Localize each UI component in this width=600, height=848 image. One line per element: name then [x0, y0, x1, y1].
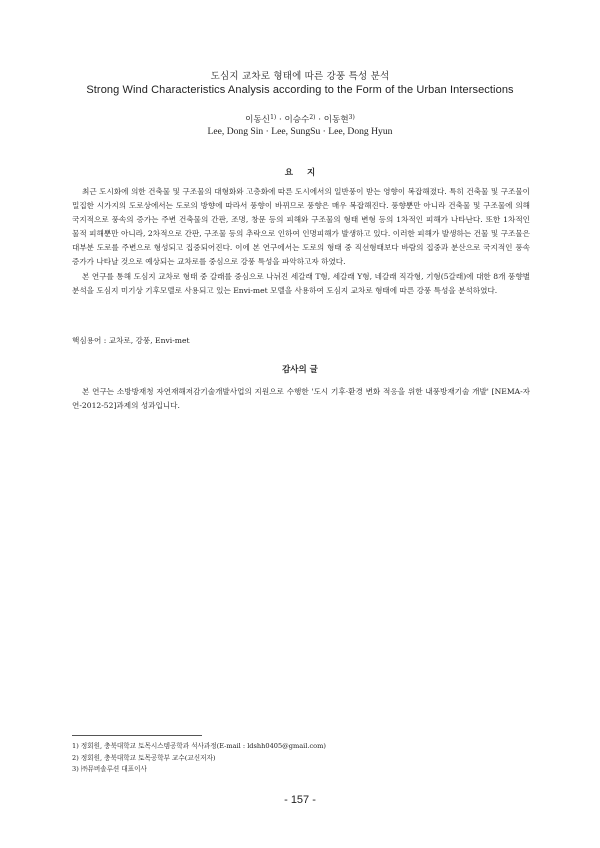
author-1-name: 이동신 [245, 115, 271, 125]
abstract-paragraph-1: 최근 도시화에 의한 건축물 및 구조물의 대형화와 고층화에 따른 도시에서의 일반풍이 받는 영향이 복잡해졌다. 특히 건축물 및 구조물이 밀집한 시가지의 도로상에서는 도로의 방향에 따라서 풍향이 바뀌므로 풍향은 매우 복잡해진다. 풍향뿐만 아니라 건축물 및 구조물에 의해 국지적으로 풍속의 증가는 주변 건축물의 간판, 조명, 창문 등의 피해와 구조물의 형태 변형 등의 1차적인 피해가 나타난다. 또한 1차적인 물적 피해뿐만 아니라, 2차적으로 간판, 구조물 등의 추락으로 인하여 인명피해가 발생하고 있다. 이러한 피해가 발생하는 건물 및 구조물은 대부분 도로를 주변으로 형성되고 집중되어진다. 이에 본 연구에서는 도로의 형태 중 직선형태보다 바람의 집중과 분산으로 국지적인 풍속 증가가 나타날 것으로 예상되는 교차로를 중심으로 강풍 특성을 파악하고자 하였다. [72, 187, 530, 267]
authors-english: Lee, Dong Sin · Lee, SungSu · Lee, Dong Hyun [207, 126, 393, 137]
title-korean: 도심지 교차로 형태에 따른 강풍 특성 분석 [210, 71, 390, 82]
author-2-name: 이승수 [284, 115, 310, 125]
title-english: Strong Wind Characteristics Analysis according to the Form of the Urban Intersections [86, 84, 514, 96]
acknowledgement-heading: 감사의 글 [282, 365, 318, 375]
authors-korean [0, 113, 600, 125]
footnote-divider [72, 735, 202, 736]
author-1-footnote-mark: 1) [270, 114, 277, 121]
author-3-footnote-mark: 3) [348, 114, 355, 121]
footnote-2: 2) 정회원, 충북대학교 토목공학부 교수(교신저자) [72, 753, 216, 762]
author-2-footnote-mark: 2) [309, 114, 316, 121]
author-separator: · [276, 115, 285, 125]
footnote-1: 1) 정회원, 충북대학교 토목시스템공학과 석사과정(E-mail : ldshh0405@gmail.com) [72, 742, 326, 750]
author-separator: · [315, 115, 324, 125]
footnotes [72, 741, 326, 776]
author-3-name: 이동현 [323, 115, 349, 125]
abstract-paragraph-2: 본 연구를 통해 도심지 교차로 형태 중 갈래를 중심으로 나뉘진 세갈래 T형, 세갈래 Y형, 네갈래 직각형, 기형(5갈래)에 대한 8개 풍향별 분석을 도심지 미기상 기후모델로 사용되고 있는 Envi-met 모델을 사용하여 도심지 교차로 형태에 따른 강풍 특성을 분석하였다. [72, 271, 530, 295]
acknowledgement-body [72, 385, 530, 413]
keywords: 핵심용어 : 교차로, 강풍, Envi-met [72, 336, 190, 345]
page-number: - 157 - [284, 794, 316, 806]
abstract-body [72, 185, 530, 298]
acknowledgement-text: 본 연구는 소방방재청 자연재해저감기술개발사업의 지원으로 수행한 '도시 기후·환경 변화 적응을 위한 내풍방재기술 개발' [NEMA-자연-2012-52]과제의 성과입니다. [72, 387, 530, 411]
abstract-heading: 요지 [284, 168, 330, 178]
footnote-3: 3) ㈜뮤버솔루션 대표이사 [72, 765, 147, 774]
